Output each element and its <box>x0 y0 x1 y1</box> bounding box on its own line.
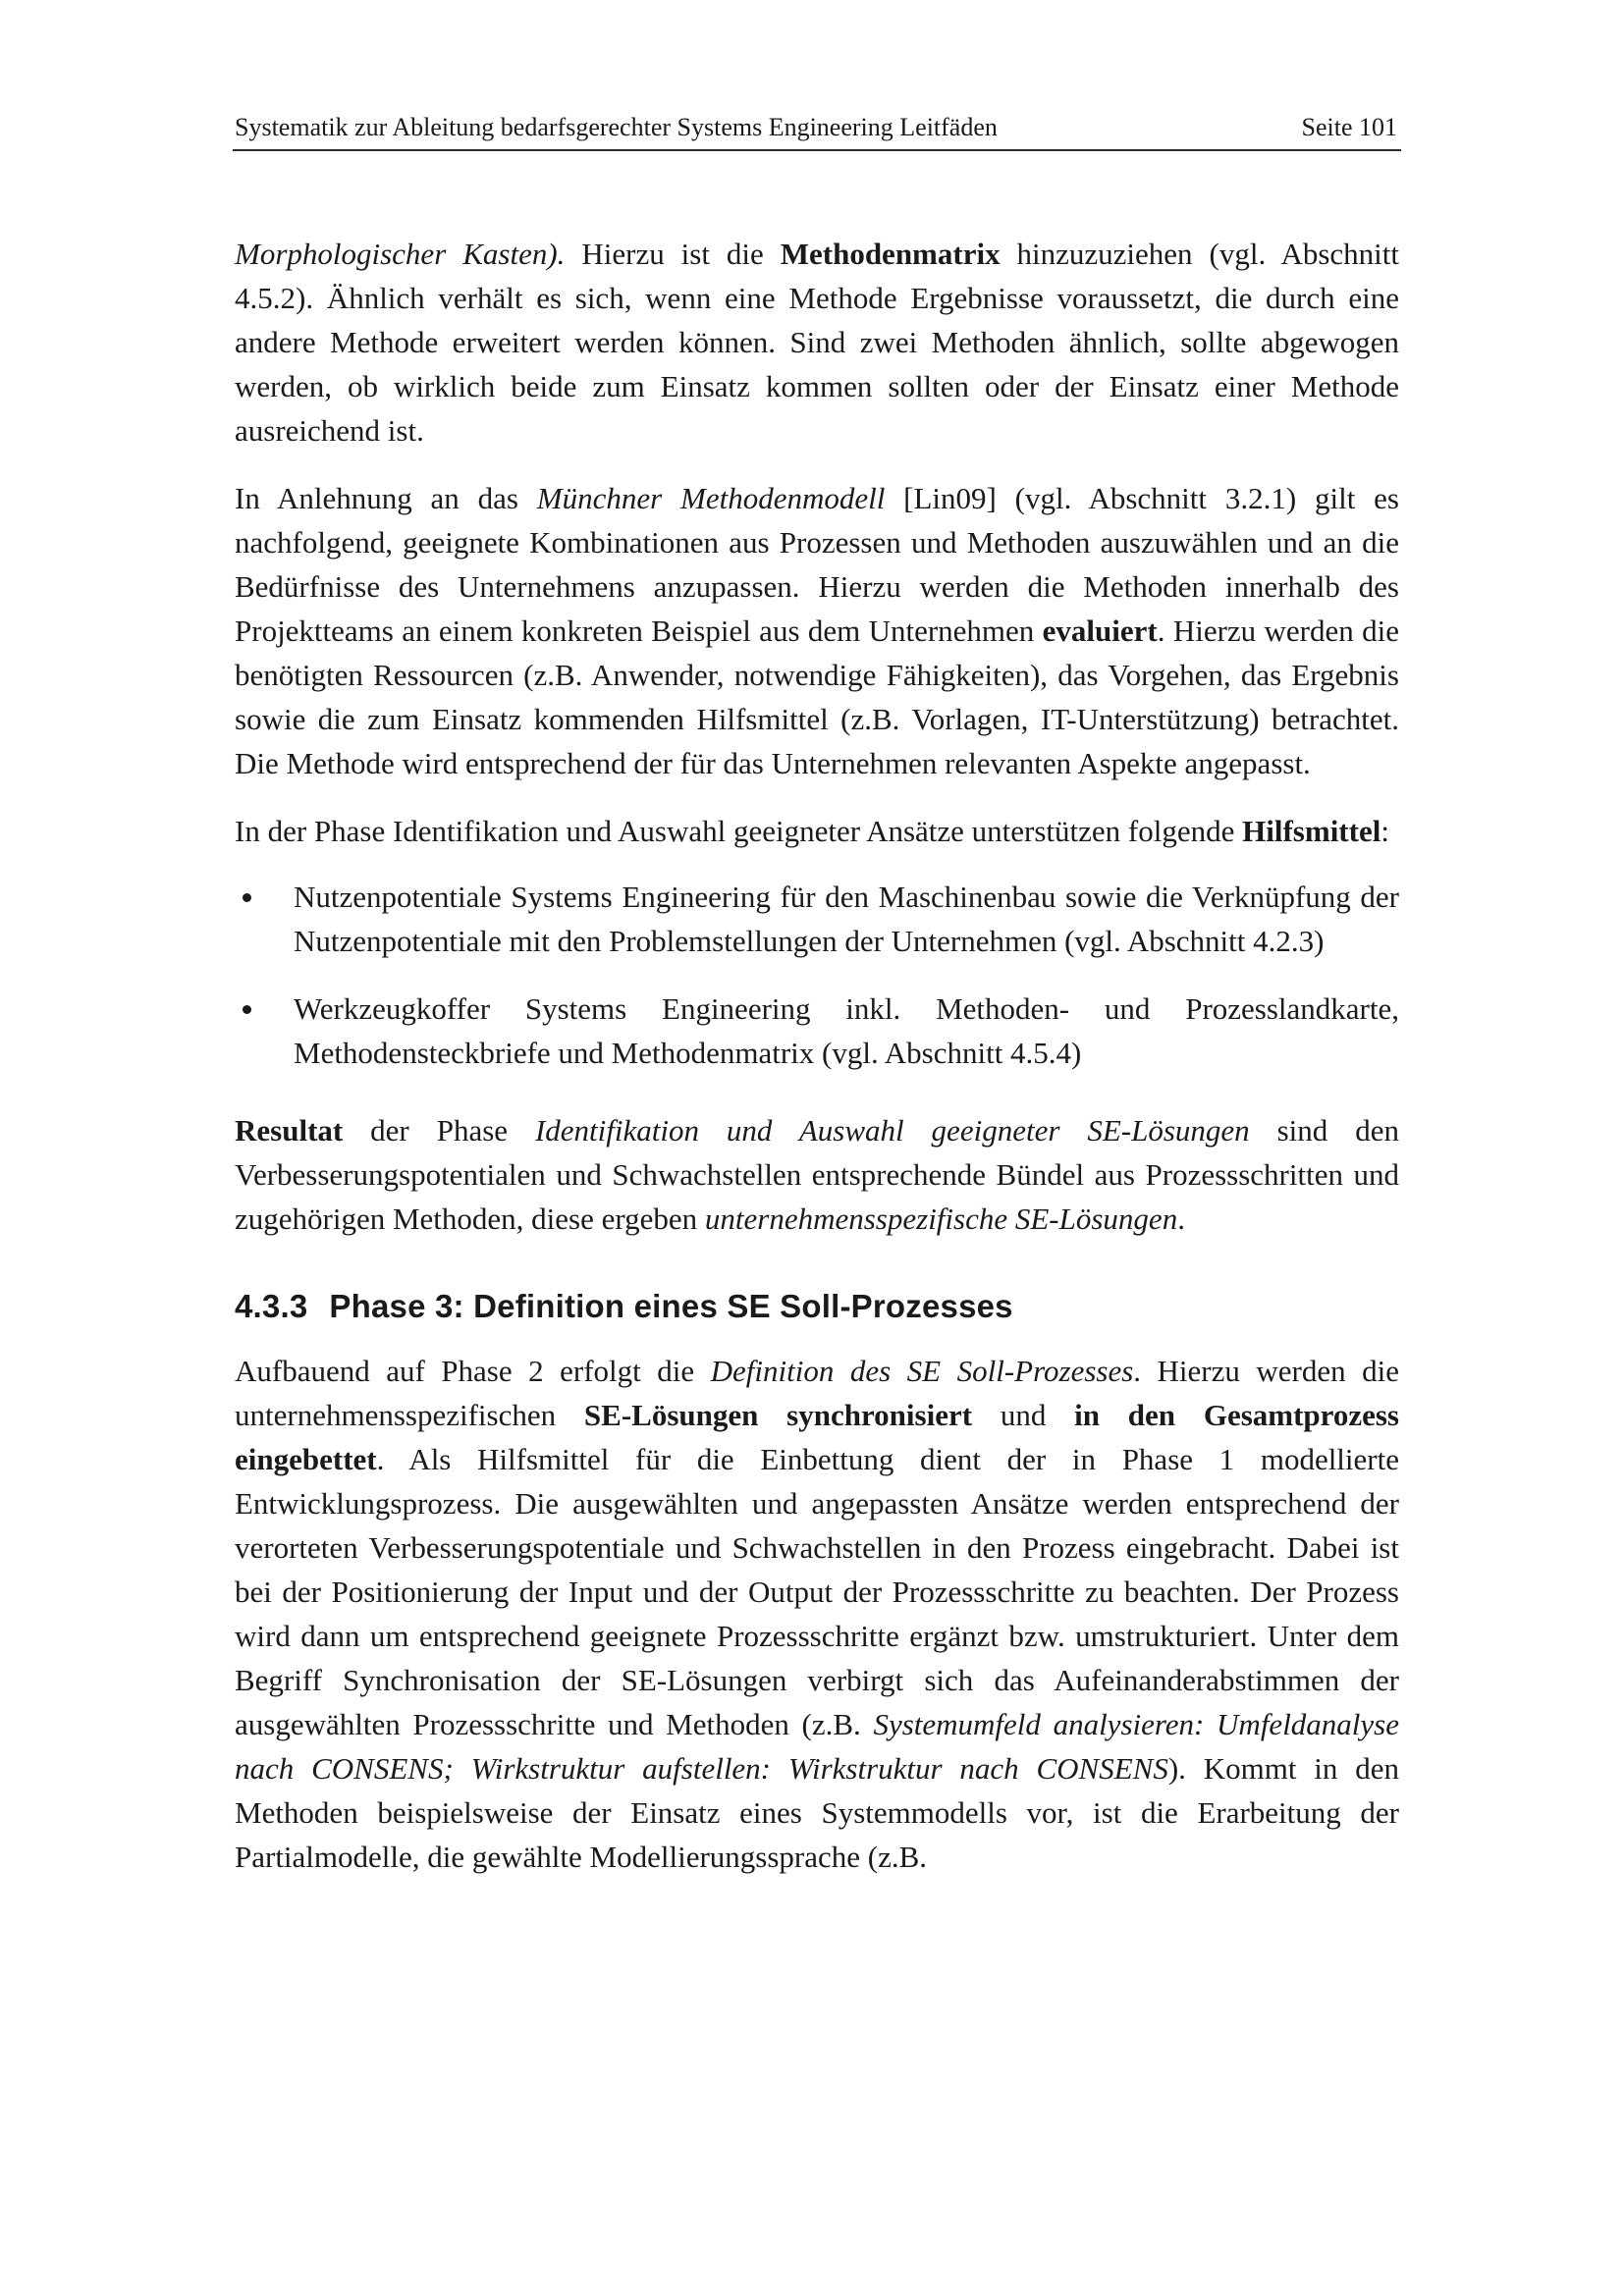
list-item <box>235 875 1399 963</box>
text-italic: Identifikation und Auswahl geeigneter SE-Lösungen <box>534 1113 1250 1148</box>
page-header <box>233 106 1401 151</box>
text-italic: Systemumfeld analysieren: Umfeldanalyse nach CONSENS; Wirkstruktur aufstellen: Wirkstruktur nach CONSENS <box>235 1707 1399 1786</box>
list-item-text: Nutzenpotentiale Systems Engineering für den Maschinenbau sowie die Verknüpfung der Nutzenpotentiale mit den Problemstellungen der Unternehmen (vgl. Abschnitt 4.2.3) <box>294 880 1399 958</box>
text-run: der Phase <box>343 1113 535 1148</box>
text-run: hinzuzuziehen (vgl. Abschnitt 4.5.2). Ähnlich verhält es sich, wenn eine Methode Ergebnisse voraussetzt, die durch eine andere Methode erweitert werden können. Sind zwei Methoden ähnlich, sollte abgewogen werden, ob wirklich beide zum Einsatz kommen sollten oder der Einsatz einer Methode ausreichend ist. <box>235 237 1399 448</box>
paragraph-resultat <box>235 1108 1399 1241</box>
paragraph-methodenmatrix <box>235 232 1399 453</box>
text-run: . Hierzu werden die unternehmensspezifischen <box>235 1354 1399 1432</box>
running-title: Systematik zur Ableitung bedarfsgerechter Systems Engineering Leitfäden <box>235 113 998 141</box>
section-number: 4.3.3 <box>235 1288 308 1324</box>
bullet-icon <box>243 893 251 902</box>
paragraph-soll-prozess <box>235 1349 1399 1879</box>
text-run: sind den Verbesserungspotentialen und Schwachstellen entsprechende Bündel aus Prozessschritten und zugehörigen Methoden, diese ergeben <box>235 1113 1400 1236</box>
paragraph-methodenmodell <box>235 476 1399 785</box>
text-run: Hierzu ist die <box>565 237 781 271</box>
text-run: . Als Hilfsmittel für die Einbettung dient der in Phase 1 modellierte Entwicklungsprozess. Die ausgewählten und angepassten Ansätze werden entsprechend der verorteten Verbesserungspotentiale und Schwachstellen in den Prozess eingebracht. Dabei ist bei der Positionierung der Input und der Output der Prozessschritte zu beachten. Der Prozess wird dann um entsprechend geeignete Prozessschritte ergänzt bzw. umstrukturiert. Unter dem Begriff Synchronisation der SE-Lösungen verbirgt sich das Aufeinanderabstimmen der ausgewählten Prozessschritte und Methoden (z.B. <box>235 1442 1399 1741</box>
text-run: . Hierzu werden die benötigten Ressourcen (z.B. Anwender, notwendige Fähigkeiten), das Vorgehen, das Ergebnis sowie die zum Einsatz kommenden Hilfsmittel (z.B. Vorlagen, IT-Unterstützung) betrachtet. Die Methode wird entsprechend der für das Unternehmen relevanten Aspekte angepasst. <box>235 614 1399 780</box>
text-bold: Resultat <box>235 1113 344 1148</box>
list-item <box>235 987 1399 1075</box>
text-run: In Anlehnung an das <box>235 481 537 515</box>
text-bold: in den Gesamtprozess eingebettet <box>235 1398 1399 1476</box>
paragraph-hilfsmittel <box>235 809 1399 853</box>
section-title: Phase 3: Definition eines SE Soll-Prozesses <box>329 1288 1013 1324</box>
bullet-icon <box>243 1005 251 1014</box>
text-run: ). Kommt in den Methoden beispielsweise der Einsatz eines Systemmodells vor, ist die Erarbeitung der Partialmodelle, die gewählte Modellierungssprache (z.B. <box>235 1751 1400 1874</box>
body-text <box>235 232 1399 1879</box>
list-item-text: Werkzeugkoffer Systems Engineering inkl. Methoden- und Prozesslandkarte, Methodensteckbriefe und Methodenmatrix (vgl. Abschnitt 4.5.4) <box>294 991 1399 1070</box>
text-bold: Methodenmatrix <box>780 237 1001 271</box>
text-run: und <box>972 1398 1075 1432</box>
text-bold: SE-Lösungen synchronisiert <box>583 1398 973 1432</box>
text-italic: Morphologischer Kasten). <box>235 237 566 271</box>
text-run: [Lin09] (vgl. Abschnitt 3.2.1) gilt es nachfolgend, geeignete Kombinationen aus Prozessen und Methoden auszuwählen und an die Bedürfnisse des Unternehmens anzupassen. Hierzu werden die Methoden innerhalb des Projektteams an einem konkreten Beispiel aus dem Unternehmen <box>235 481 1399 648</box>
text-run: : <box>1380 814 1389 848</box>
text-bold: Hilfsmittel <box>1242 814 1381 848</box>
text-run: . <box>1177 1201 1185 1236</box>
text-italic: Münchner Methodenmodell <box>536 481 886 515</box>
text-italic: Definition des SE Soll-Prozesses <box>710 1354 1134 1388</box>
text-italic: unternehmensspezifische SE-Lösungen <box>704 1201 1178 1236</box>
text-run: Aufbauend auf Phase 2 erfolgt die <box>235 1354 711 1388</box>
section-heading <box>235 1282 1399 1331</box>
text-bold: evaluiert <box>1042 614 1158 648</box>
text-run: In der Phase Identifikation und Auswahl geeigneter Ansätze unterstützen folgende <box>235 814 1243 848</box>
bullet-list <box>235 875 1399 1075</box>
page-number: Seite 101 <box>1301 113 1397 141</box>
